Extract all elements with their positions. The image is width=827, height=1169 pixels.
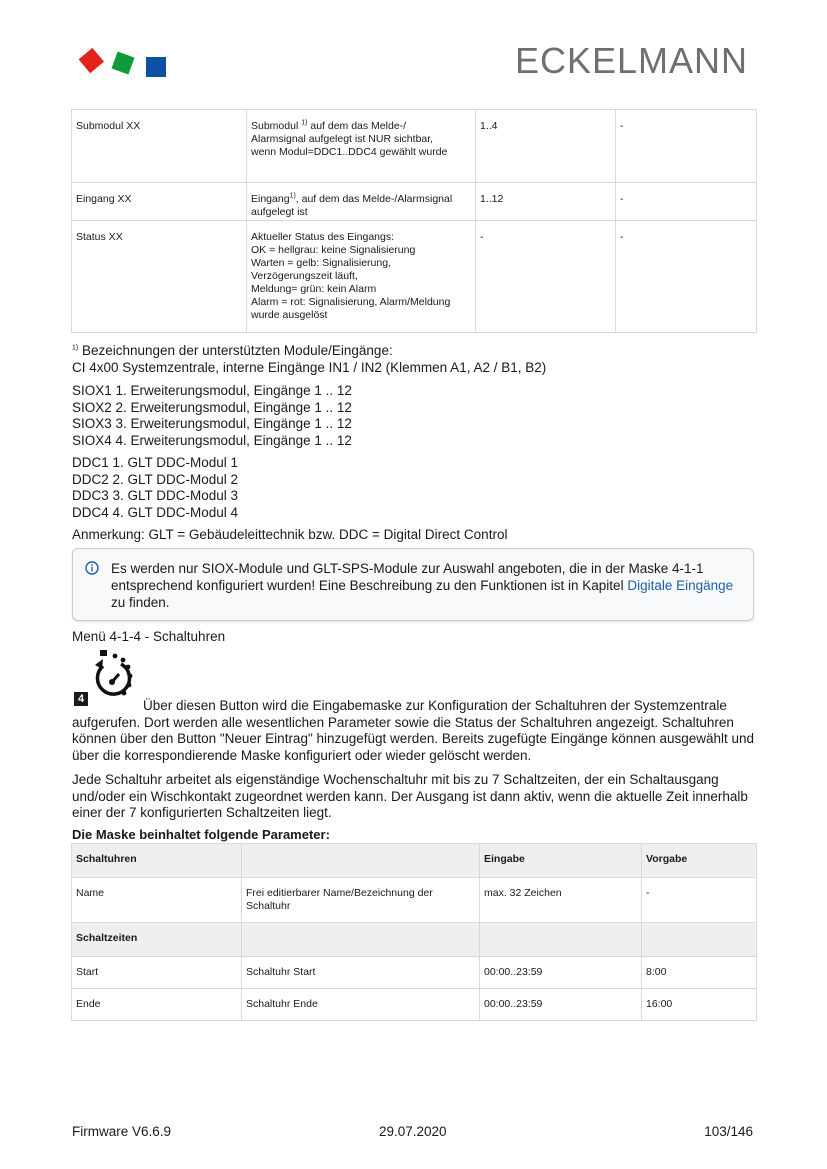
footnote: $^{1)}$ Bezeichnungen der unterstützten Module/Eingänge: CI 4x00 Systemzentrale, interne Eingänge IN1 / IN2 (Klemmen A1, A2 / B1, B2) bbox=[72, 343, 547, 375]
section-label: Schaltzeiten bbox=[72, 923, 242, 957]
footer-date: 29.07.2020 bbox=[379, 1124, 447, 1139]
column-header: Eingabe bbox=[480, 844, 642, 878]
info-note-text: Es werden nur SIOX-Module und GLT-SPS-Module zur Auswahl angeboten, die in der Maske 4-1-1 entsprechend konfiguriert wurden! Eine Beschreibung zu den Funktionen ist in Kapitel Digitale Eingänge zu finden. bbox=[111, 561, 734, 610]
info-icon bbox=[85, 561, 99, 575]
footer-firmware: Firmware V6.6.9 bbox=[72, 1124, 172, 1139]
brand-name: ECKELMANN bbox=[514, 40, 748, 81]
menu-title: Menü 4-1-4 - Schaltuhren bbox=[72, 629, 226, 644]
param-description: Aktueller Status des Eingangs: OK = hellgrau: keine Signalisierung Warten = gelb: Signalisierung, Verzögerungszeit läuft, Meldung= grün: kein Alarm Alarm = rot: Signalisierung, Alarm/Meldung wurde ausgelöst bbox=[247, 221, 476, 333]
list-item: DDC3 3. GLT DDC-Modul 3 bbox=[72, 488, 239, 503]
column-header: Schaltuhren bbox=[72, 844, 242, 878]
button-badge: 4 bbox=[74, 692, 88, 706]
param-default: - bbox=[616, 221, 757, 333]
list-item: DDC2 2. GLT DDC-Modul 2 bbox=[72, 471, 239, 487]
parameter-table-inputs bbox=[71, 109, 757, 333]
table-row bbox=[72, 183, 757, 221]
info-note bbox=[72, 548, 754, 621]
param-input: 00:00..23:59 bbox=[480, 989, 642, 1021]
param-name: Eingang XX bbox=[72, 183, 247, 221]
param-input: 1..12 bbox=[476, 183, 616, 221]
param-input: 00:00..23:59 bbox=[480, 957, 642, 989]
param-name: Name bbox=[72, 878, 242, 923]
ddc-list bbox=[72, 455, 238, 521]
list-item: SIOX1 1. Erweiterungsmodul, Eingänge 1 .. 12 bbox=[72, 383, 352, 398]
remark: Anmerkung: GLT = Gebäudeleittechnik bzw. DDC = Digital Direct Control bbox=[72, 527, 508, 542]
table-row bbox=[72, 878, 757, 923]
param-default: - bbox=[642, 878, 757, 923]
param-description: Submodul $^{1)}$ auf dem das Melde-/ Alarmsignal aufgelegt ist NUR sichtbar, wenn Modul=DDC1..DDC4 gewählt wurde bbox=[247, 110, 476, 183]
parameter-table-schaltuhren bbox=[71, 843, 757, 1021]
param-default: - bbox=[616, 183, 757, 221]
table-header-row bbox=[72, 844, 757, 878]
param-input: max. 32 Zeichen bbox=[480, 878, 642, 923]
param-default: 8:00 bbox=[642, 957, 757, 989]
table-row bbox=[72, 989, 757, 1021]
description-paragraph-2: Jede Schaltuhr arbeitet als eigenständige Wochenschaltuhr mit bis zu 7 Schaltzeiten, der ein Schaltausgang und/oder ein Wischkontakt zugeordnet werden kann. Der Ausgang ist dann aktiv, wenn die aktuelle Zeit innerhalb einer der 7 konfigurierten Schaltzeiten liegt. bbox=[72, 772, 748, 820]
param-default: - bbox=[616, 110, 757, 183]
column-header: Vorgabe bbox=[642, 844, 757, 878]
list-item: DDC1 1. GLT DDC-Modul 1 bbox=[72, 455, 239, 470]
param-name: Start bbox=[72, 957, 242, 989]
column-header bbox=[242, 844, 480, 878]
table-row bbox=[72, 221, 757, 333]
param-name: Ende bbox=[72, 989, 242, 1021]
param-description: Schaltuhr Ende bbox=[242, 989, 480, 1021]
table-row bbox=[72, 110, 757, 183]
param-description: Schaltuhr Start bbox=[242, 957, 480, 989]
list-item: SIOX4 4. Erweiterungsmodul, Eingänge 1 .. 12 bbox=[72, 432, 352, 448]
section-row bbox=[72, 923, 757, 957]
param-name: Submodul XX bbox=[72, 110, 247, 183]
param-input: - bbox=[476, 221, 616, 333]
list-item: SIOX2 2. Erweiterungsmodul, Eingänge 1 .. 12 bbox=[72, 399, 352, 415]
link-digitale-eingaenge[interactable]: Digitale Eingänge bbox=[627, 578, 734, 593]
mask-heading: Die Maske beinhaltet folgende Parameter: bbox=[72, 827, 330, 842]
siox-list bbox=[72, 383, 352, 449]
param-name: Status XX bbox=[72, 221, 247, 333]
param-description: Frei editierbarer Name/Bezeichnung der Schaltuhr bbox=[242, 878, 480, 923]
description-paragraph: Über diesen Button wird die Eingabemaske zur Konfiguration der Schaltuhren der Systemzentrale aufgerufen. Dort werden alle wesentlichen Parameter sowie die Status der Schaltuhren angezeigt. Schaltuhren können über den Button "Neuer Eintrag" hinzugefügt werden. Bereits zugefügte Eingänge können ausgewählt und über die korrespondierende Maske konfiguriert oder wieder gelöscht werden. bbox=[72, 698, 755, 763]
stopwatch-icon bbox=[87, 650, 135, 704]
list-item: SIOX3 3. Erweiterungsmodul, Eingänge 1 .. 12 bbox=[72, 416, 352, 431]
footer-page-number: 103/146 bbox=[704, 1124, 753, 1139]
table-row bbox=[72, 957, 757, 989]
param-default: 16:00 bbox=[642, 989, 757, 1021]
param-input: 1..4 bbox=[476, 110, 616, 183]
param-description: Eingang$^{1)}$, auf dem das Melde-/Alarmsignal aufgelegt ist bbox=[247, 183, 476, 221]
list-item: DDC4 4. GLT DDC-Modul 4 bbox=[72, 504, 239, 520]
eckelmann-logo bbox=[76, 47, 168, 79]
